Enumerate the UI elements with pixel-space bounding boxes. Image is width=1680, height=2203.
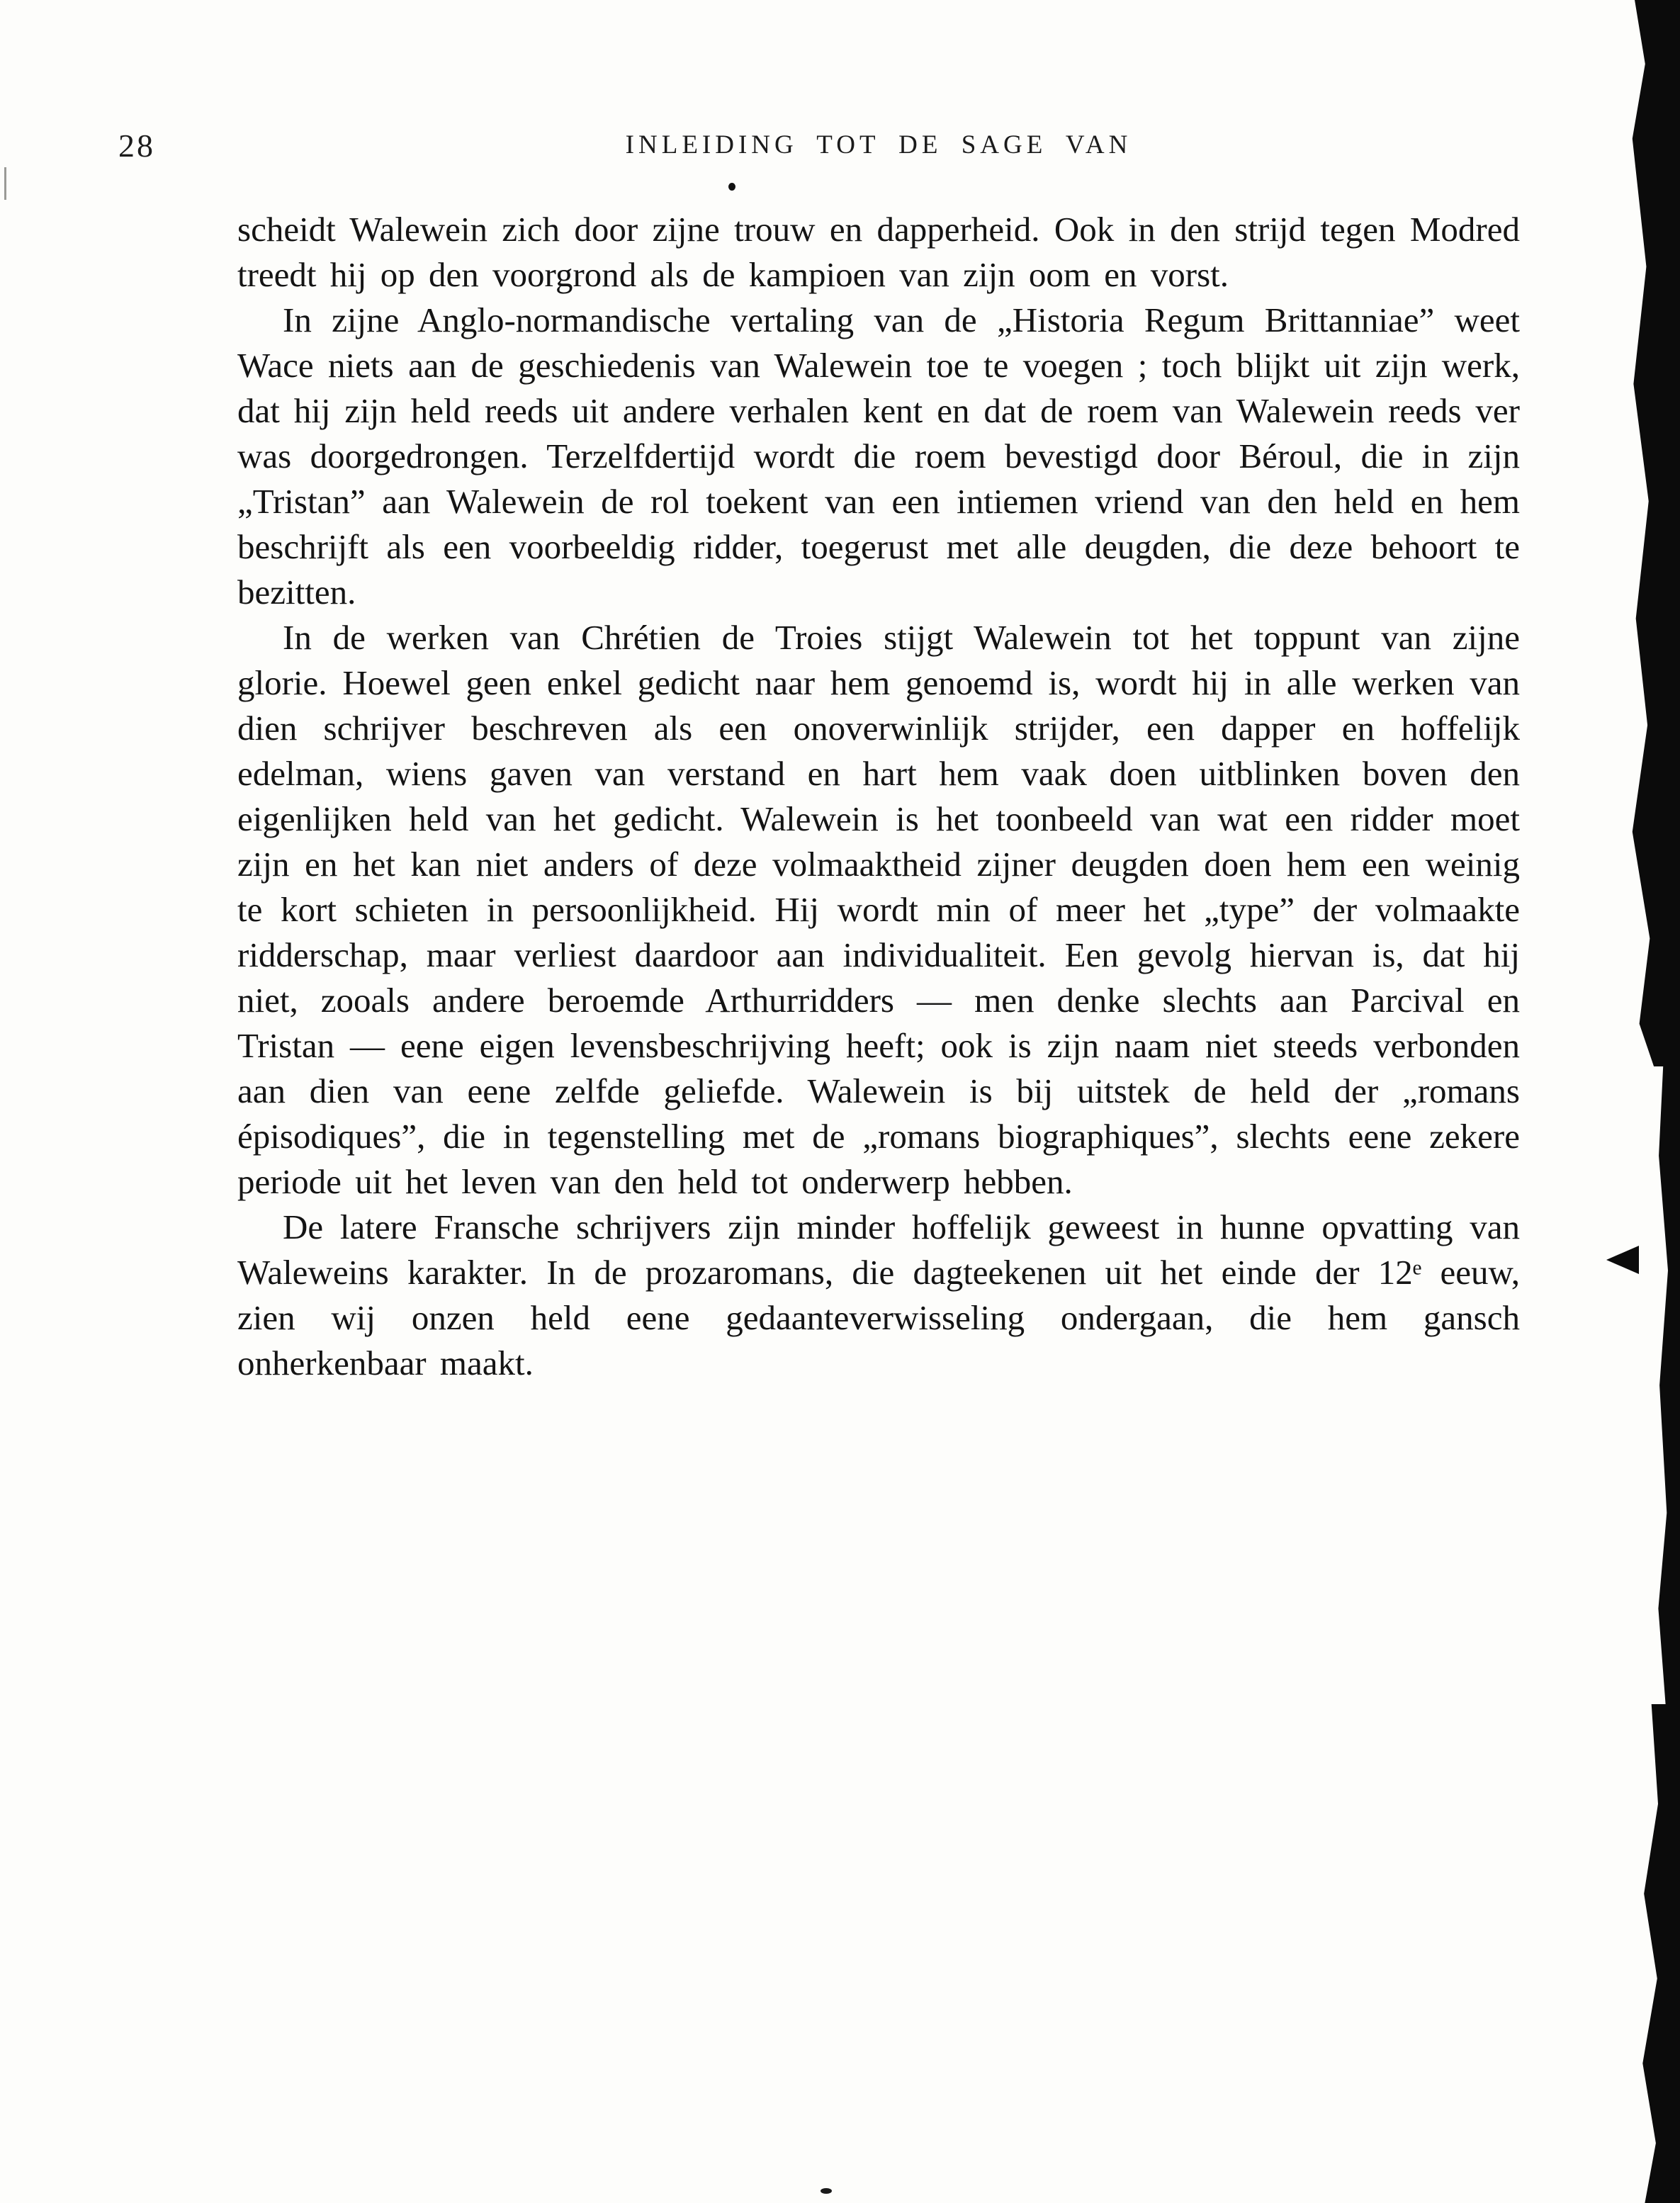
scan-left-edge-mark xyxy=(4,167,6,200)
paragraph-4: De latere Fransche schrijvers zijn minder hoffelijk geweest in hunne opvatting van Waleweins karakter. In de prozaromans, die dagteekenen uit het einde der 12ᵉ eeuw, zien wij onzen held eene gedaanteverwisseling ondergaan, die hem gansch onherkenbaar maakt. xyxy=(237,1207,1520,1382)
scan-edge-artifact xyxy=(1588,0,1680,2203)
page-header xyxy=(118,128,1520,172)
scan-band-middle xyxy=(1656,1066,1680,1704)
scan-noise-dot xyxy=(728,183,735,191)
paragraph-2: In zijne Anglo-normandische vertaling van de „Historia Regum Brittanniae” weet Wace niets aan de geschiedenis van Walewein toe te voegen ; toch blijkt uit zijn werk, dat hij zijn held reeds uit andere verhalen kent en dat de roem van Walewein reeds ver was doorgedrongen. Terzelfdertijd wordt die roem bevestigd door Béroul, die in zijn „Tristan” aan Walewein de rol toekent van een intiemen vriend van den held en hem beschrijft als een voorbeeldig ridder, toegerust met alle deugden, die deze behoort te bezitten. xyxy=(237,300,1520,612)
scan-noise-smudge xyxy=(821,2188,832,2194)
scan-band-top xyxy=(1622,0,1680,1066)
scan-edge-notch xyxy=(1606,1246,1639,1274)
paragraph-1: scheidt Walewein zich door zijne trouw en dapperheid. Ook in den strijd tegen Modred treedt hij op den voorgrond als de kampioen van zijn oom en vorst. xyxy=(237,210,1520,294)
page-body xyxy=(237,207,1520,1386)
page-number: 28 xyxy=(118,128,155,164)
scan-band-bottom xyxy=(1636,1704,1680,2203)
paragraph-3: In de werken van Chrétien de Troies stijgt Walewein tot het toppunt van zijne glorie. Hoewel geen enkel gedicht naar hem genoemd is, wordt hij in alle werken van dien schrijver beschreven als een onoverwinlijk strijder, een dapper en hoffelijk edelman, wiens gaven van verstand en hart hem vaak doen uitblinken boven den eigenlijken held van het gedicht. Walewein is het toonbeeld van wat een ridder moet zijn en het kan niet anders of deze volmaaktheid zijner deugden doen hem een weinig te kort schieten in persoonlijkheid. Hij wordt min of meer het „type” der volmaakte ridderschap, maar verliest daardoor aan individualiteit. Een gevolg hiervan is, dat hij niet, zooals andere beroemde Arthurridders — men denke slechts aan Parcival en Tristan — eene eigen levensbeschrijving heeft; ook is zijn naam niet steeds verbonden aan dien van eene zelfde geliefde. Walewein is bij uitstek de held der „romans épisodiques”, die in tegenstelling met de „romans biographiques”, slechts eene zekere periode uit het leven van den held tot onderwerp hebben. xyxy=(237,618,1520,1201)
running-header: INLEIDING TOT DE SAGE VAN xyxy=(625,130,1132,159)
